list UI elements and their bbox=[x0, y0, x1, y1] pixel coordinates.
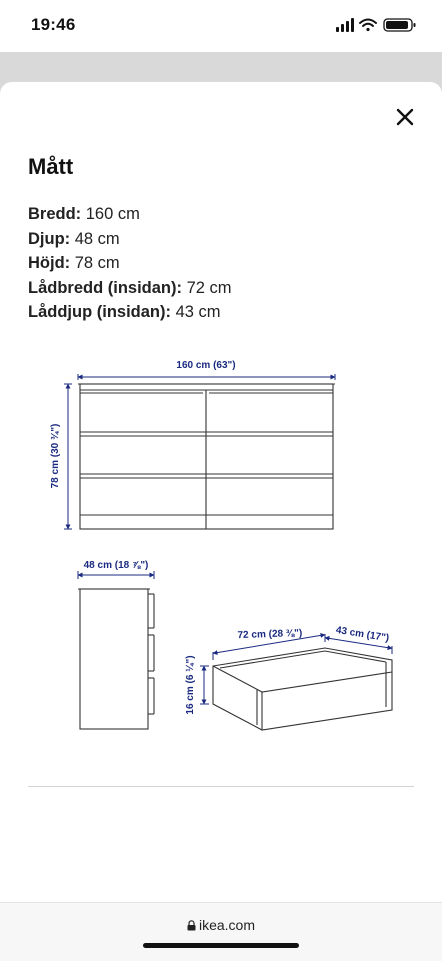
cellular-signal-icon bbox=[336, 18, 354, 32]
side-view-drawing bbox=[78, 589, 154, 729]
spec-drawer-depth: Låddjup (insidan): 43 cm bbox=[28, 303, 221, 321]
url-text: ikea.com bbox=[198, 917, 256, 933]
browser-bottom-bar bbox=[0, 902, 442, 961]
wifi-icon bbox=[360, 20, 376, 32]
front-width-dimension bbox=[78, 374, 335, 380]
spec-drawer-width: Lådbredd (insidan): 72 cm bbox=[28, 278, 232, 297]
sheet-title: Mått bbox=[28, 154, 74, 179]
drawer-height-label: 16 cm (6 ¼") bbox=[185, 655, 196, 715]
lock-icon bbox=[187, 920, 196, 931]
front-height-label: 78 cm (30 ¾") bbox=[50, 423, 61, 489]
status-icons bbox=[336, 17, 418, 33]
side-depth-label: 48 cm (18 ⅞") bbox=[83, 560, 149, 571]
address-bar[interactable] bbox=[0, 917, 442, 933]
status-time: 19:46 bbox=[31, 15, 76, 34]
divider bbox=[28, 786, 414, 787]
status-bar bbox=[0, 0, 442, 52]
battery-icon bbox=[384, 19, 416, 31]
drawer-depth-label: 43 cm (17") bbox=[335, 624, 390, 645]
drawer-drawing bbox=[213, 648, 392, 730]
home-indicator[interactable] bbox=[143, 943, 299, 948]
dimmed-backdrop[interactable] bbox=[0, 52, 442, 82]
front-view-drawing bbox=[78, 384, 335, 529]
dimensions-sheet bbox=[0, 82, 442, 960]
front-height-dimension bbox=[64, 384, 72, 529]
drawer-width-label: 72 cm (28 ⅜") bbox=[237, 627, 303, 642]
spec-width: Bredd: 160 cm bbox=[28, 205, 140, 223]
front-width-label: 160 cm (63") bbox=[176, 360, 236, 371]
dimension-drawings bbox=[0, 82, 442, 782]
drawer-height-dimension bbox=[200, 666, 209, 704]
spec-depth: Djup: 48 cm bbox=[28, 229, 120, 248]
spec-height: Höjd: 78 cm bbox=[28, 254, 120, 272]
side-depth-dimension bbox=[78, 571, 154, 579]
